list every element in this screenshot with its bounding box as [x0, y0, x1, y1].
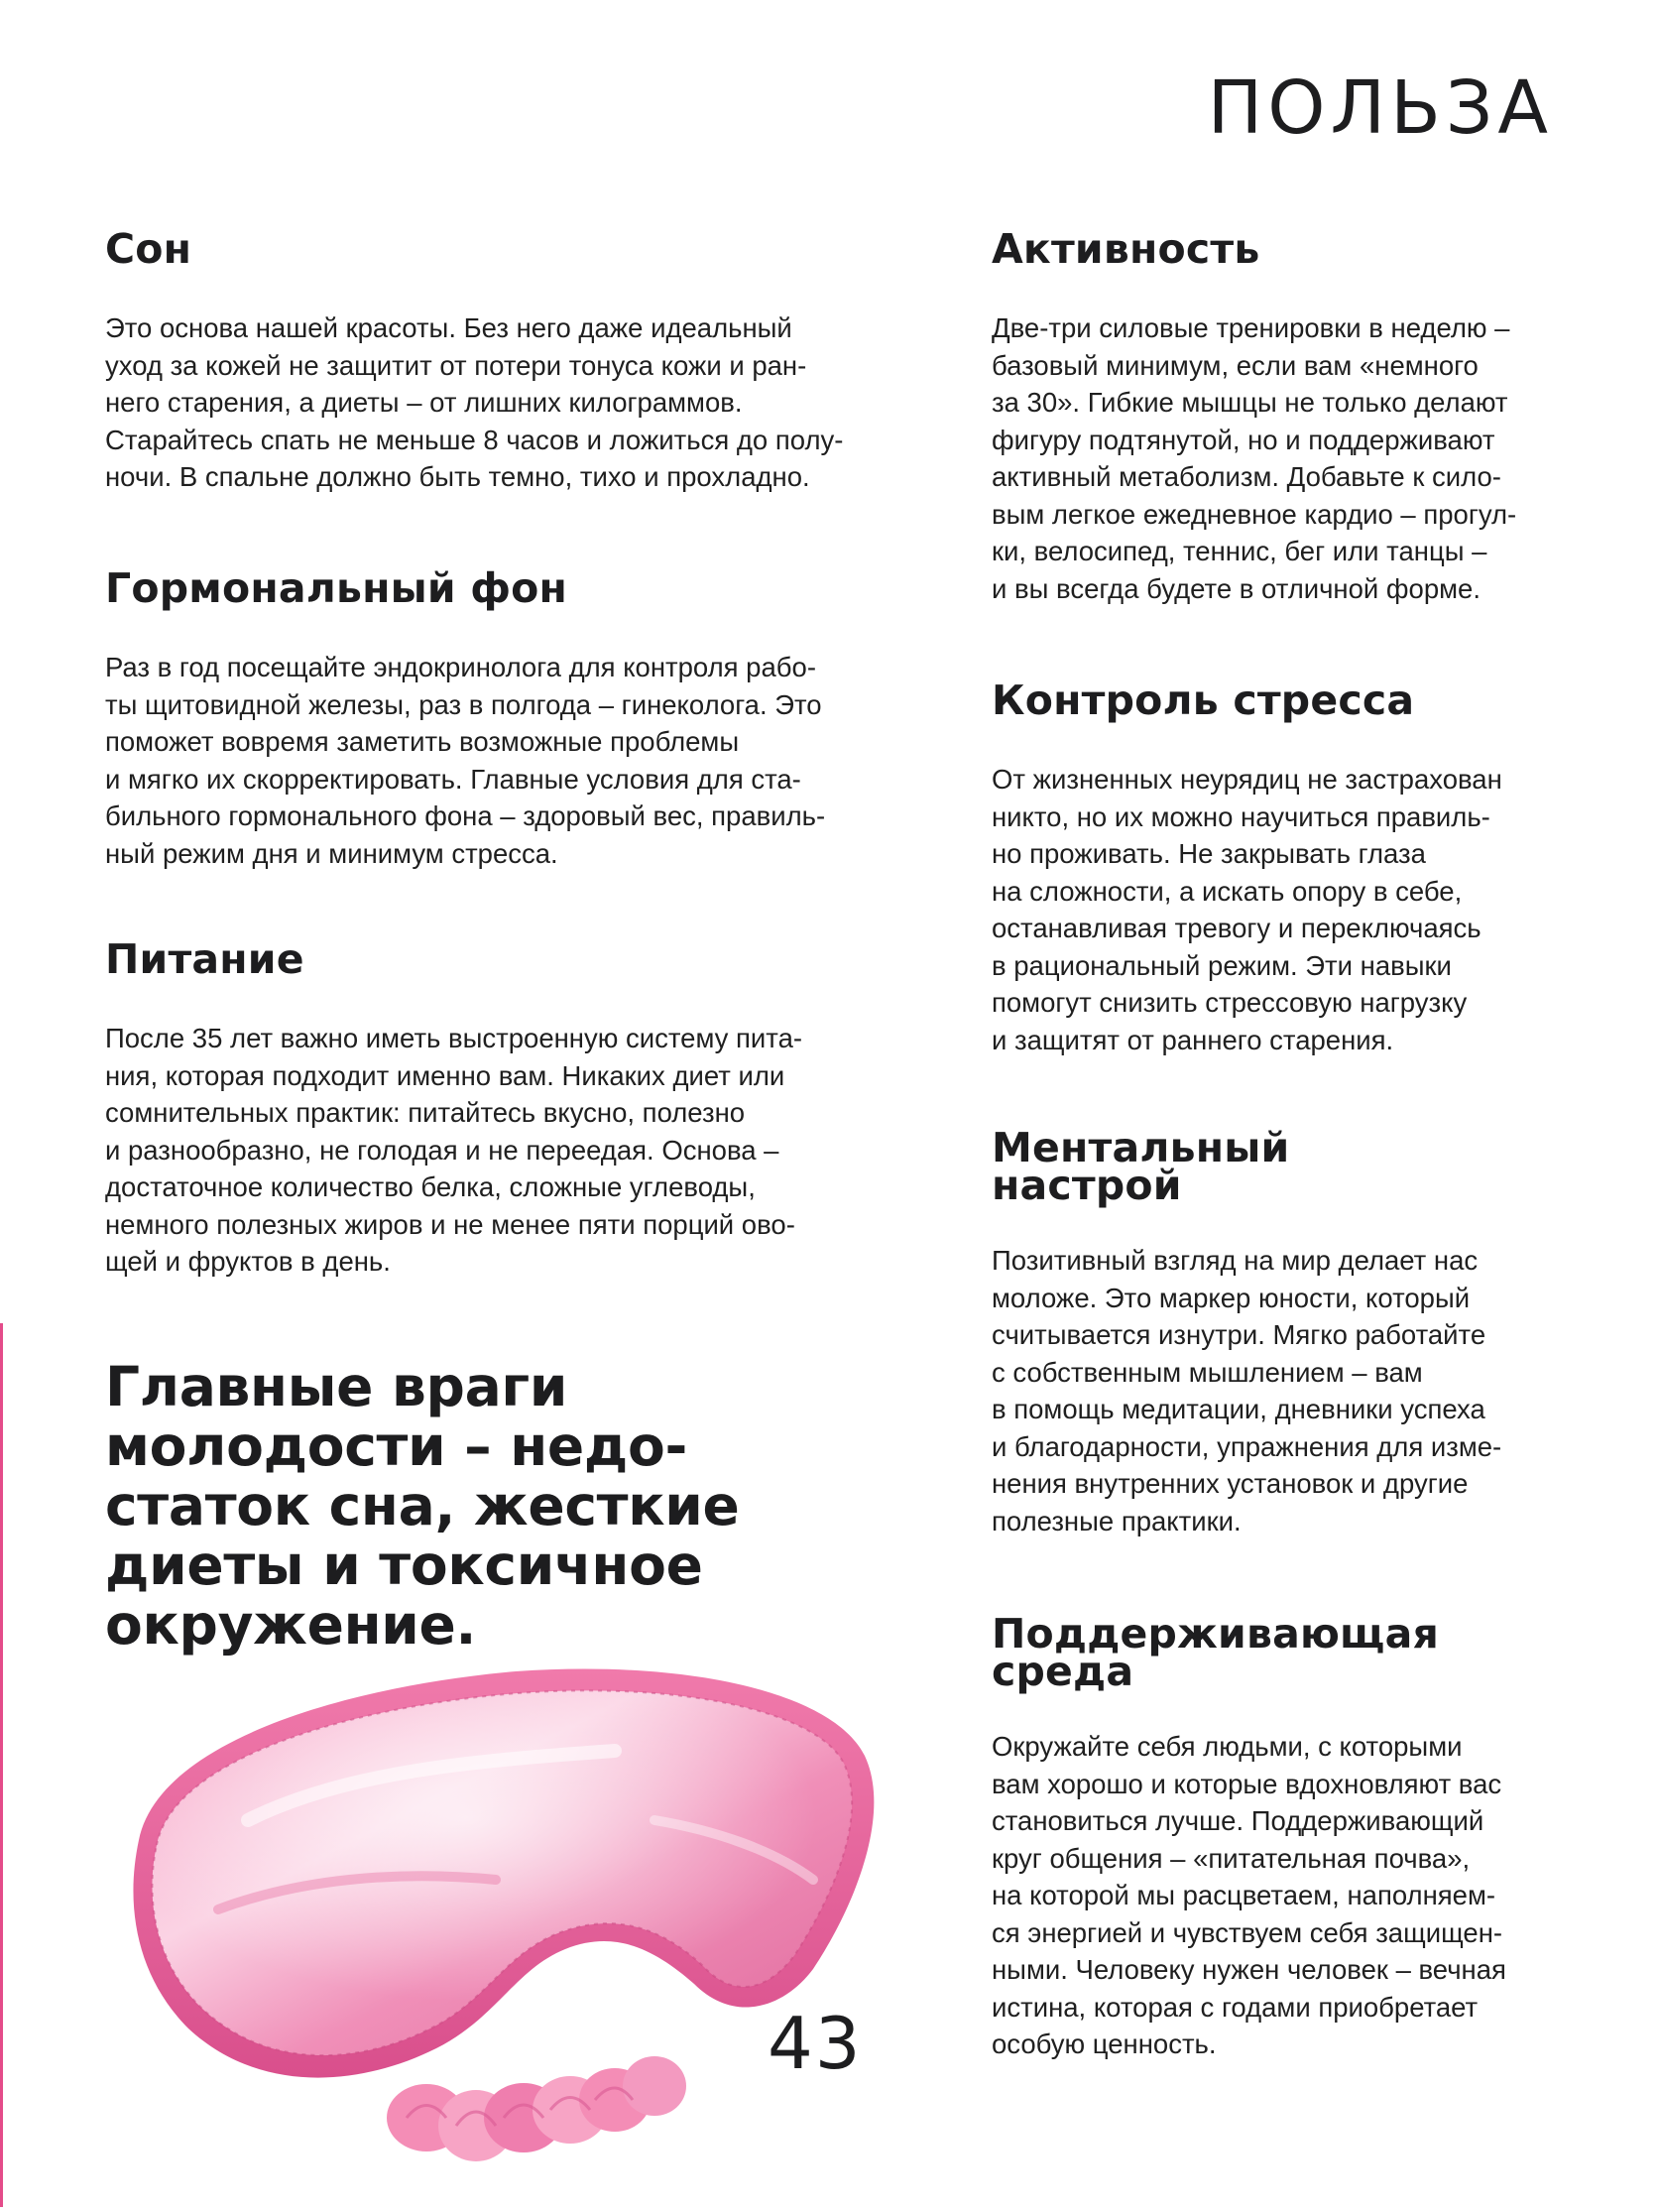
section-body-nutrition: После 35 лет важно иметь выстроенную систему пита- ния, которая подходит именно вам. Никаких диет или сомнительных практик: питайтесь вкусно, полезно и разнообразно, не голодая и не переедая. Основа – достаточное количество белка, сложные углеводы, немного полезных жиров и не менее пяти порций ово- щей и фруктов в день.: [105, 1023, 803, 1277]
section-sleep: [105, 225, 844, 496]
section-body-stress: От жизненных неурядиц не застрахован никто, но их можно научиться правиль- но проживать. Не закрывать глаза на сложности, а искать опору в себе, останавливая тревогу и переключаясь в рациональный режим. Эти навыки помогут снизить стрессовую нагрузку и защитят от раннего старения.: [992, 764, 1502, 1055]
section-heading-activity: Активность: [992, 225, 1260, 273]
section-mindset: [992, 1124, 1502, 1539]
section-nutrition: [105, 935, 803, 1281]
page-number: 43: [768, 2002, 863, 2085]
accent-edge-line: [0, 1323, 3, 2207]
pull-quote: Главные враги молодости – недо- статок сна, жесткие диеты и токсичное окружение.: [105, 1355, 740, 1657]
section-body-sleep: Это основа нашей красоты. Без него даже идеальный уход за кожей не защитит от потери тонуса кожи и ран- него старения, а диеты – от лишних килограммов. Старайтесь спать не меньше 8 часов и ложиться до полу- ночи. В спальне должно быть темно, тихо и прохладно.: [105, 312, 844, 492]
section-stress: [992, 676, 1502, 1058]
sleep-mask-image: [99, 1652, 892, 2207]
section-heading-stress: Контроль стресса: [992, 676, 1415, 724]
section-label: ПОЛЬЗА: [1207, 65, 1553, 151]
section-heading-mindset: Ментальный настрой: [992, 1124, 1290, 1209]
section-body-activity: Две-три силовые тренировки в неделю – базовый минимум, если вам «немного за 30». Гибкие мышцы не только делают фигуру подтянутой, но и поддерживают активный метаболизм. Добавьте к сило- вым легкое ежедневное кардио – прогул- ки, велосипед, теннис, бег или танцы – и вы всегда будете в отличной форме.: [992, 312, 1517, 604]
sleep-mask-illustration: [99, 1652, 892, 2207]
section-heading-hormones: Гормональный фон: [105, 564, 568, 612]
section-environment: [992, 1610, 1506, 2063]
section-body-hormones: Раз в год посещайте эндокринолога для контроля рабо- ты щитовидной железы, раз в полгода – гинеколога. Это поможет вовремя заметить возможные проблемы и мягко их скорректировать. Главные условия для ста- бильного гормонального фона – здоровый вес, правиль- ный режим дня и минимум стресса.: [105, 652, 826, 869]
section-body-environment: Окружайте себя людьми, с которыми вам хорошо и которые вдохновляют вас становиться лучше. Поддерживающий круг общения – «питательная почва», на которой мы расцветаем, наполняем- ся энергией и чувствуем себя защищен- ными. Человеку нужен человек – вечная истина, которая с годами приобретает особую ценность.: [992, 1731, 1506, 2059]
section-heading-sleep: Сон: [105, 225, 192, 273]
section-heading-nutrition: Питание: [105, 935, 304, 983]
section-activity: [992, 225, 1517, 607]
section-hormones: [105, 564, 826, 872]
elastic-strap: [387, 2056, 686, 2161]
section-heading-environment: Поддерживающая среда: [992, 1610, 1439, 1695]
section-body-mindset: Позитивный взгляд на мир делает нас моложе. Это маркер юности, который считывается изнутри. Мягко работайте с собственным мышлением – вам в помощь медитации, дневники успеха и благодарности, упражнения для изме- нения внутренних установок и другие полезные практики.: [992, 1245, 1502, 1536]
